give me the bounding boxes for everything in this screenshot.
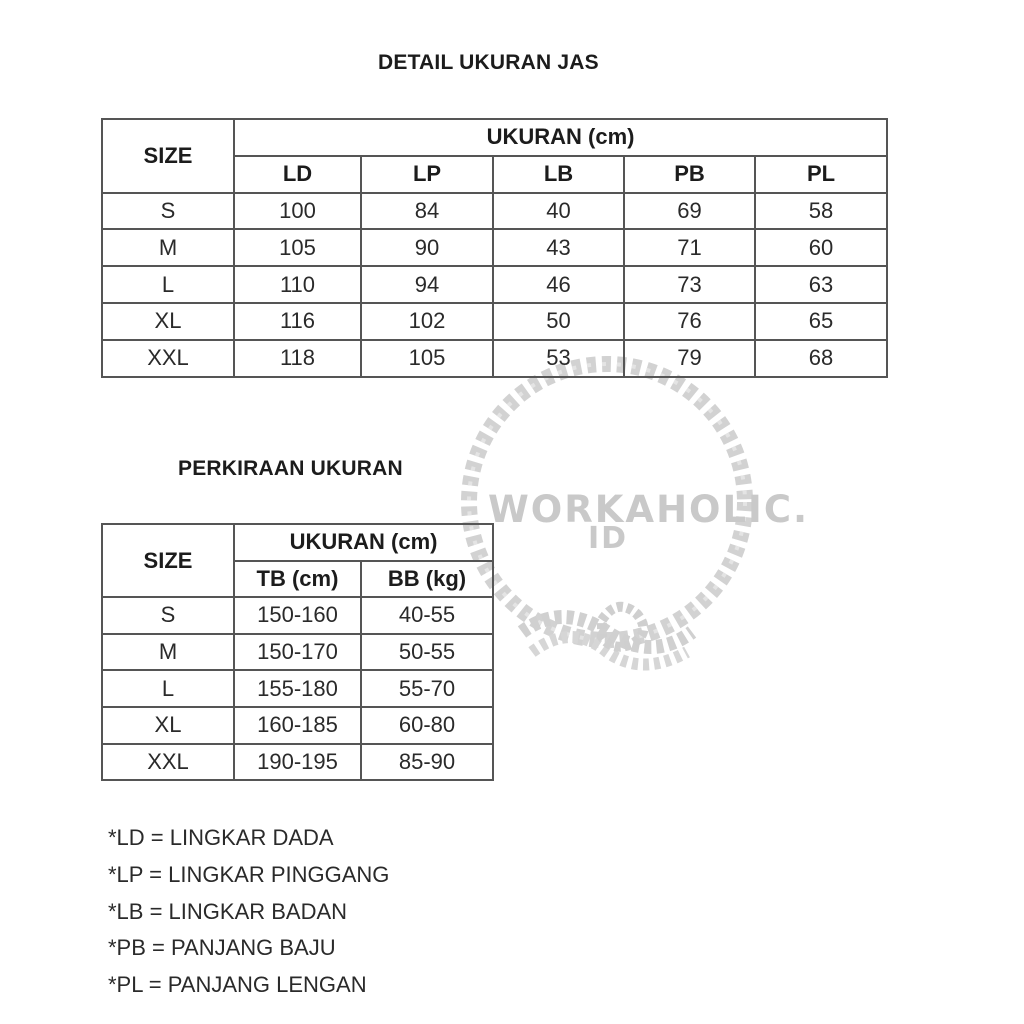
value-cell: 68 — [755, 340, 887, 377]
size-estimate-title: PERKIRAAN UKURAN — [178, 457, 403, 480]
value-cell: 79 — [624, 340, 755, 377]
value-cell: 84 — [361, 193, 493, 230]
value-cell: 90 — [361, 229, 493, 266]
table-row — [102, 340, 887, 377]
size-detail-table — [101, 118, 888, 378]
value-cell: 105 — [234, 229, 361, 266]
measurement-group-header: UKURAN (cm) — [234, 524, 493, 561]
measurement-group-header: UKURAN (cm) — [234, 119, 887, 156]
legend-item: *LB = LINGKAR BADAN — [108, 898, 348, 924]
value-cell: 150-160 — [234, 597, 361, 634]
legend-item: *LP = LINGKAR PINGGANG — [108, 861, 390, 887]
size-cell: XXL — [102, 340, 234, 377]
value-cell: 53 — [493, 340, 624, 377]
value-cell: 150-170 — [234, 634, 361, 671]
header-row — [102, 119, 887, 156]
value-cell: 76 — [624, 303, 755, 340]
size-cell: M — [102, 229, 234, 266]
value-cell: 60-80 — [361, 707, 493, 744]
value-cell: 102 — [361, 303, 493, 340]
value-cell: 110 — [234, 266, 361, 303]
value-cell: 50 — [493, 303, 624, 340]
size-estimate-table — [101, 523, 494, 781]
table-row — [102, 193, 887, 230]
size-cell: L — [102, 266, 234, 303]
value-cell: 85-90 — [361, 744, 493, 781]
legend-item: *PB = PANJANG BAJU — [108, 935, 336, 961]
value-cell: 160-185 — [234, 707, 361, 744]
value-cell: 105 — [361, 340, 493, 377]
size-cell: XXL — [102, 744, 234, 781]
value-cell: 60 — [755, 229, 887, 266]
value-cell: 190-195 — [234, 744, 361, 781]
value-cell: 65 — [755, 303, 887, 340]
column-header-pl: PL — [755, 156, 887, 193]
size-cell: S — [102, 597, 234, 634]
value-cell: 155-180 — [234, 670, 361, 707]
watermark-brand-text: WORKAHOLIC. — [488, 488, 810, 531]
table-row — [102, 744, 493, 781]
size-column-header: SIZE — [102, 524, 234, 597]
size-cell: S — [102, 193, 234, 230]
column-header-lb: LB — [493, 156, 624, 193]
abbreviation-legend — [108, 820, 389, 1004]
size-cell: L — [102, 670, 234, 707]
value-cell: 40-55 — [361, 597, 493, 634]
header-row — [102, 524, 493, 561]
size-cell: XL — [102, 707, 234, 744]
value-cell: 46 — [493, 266, 624, 303]
value-cell: 43 — [493, 229, 624, 266]
table-row — [102, 597, 493, 634]
column-header-tb: TB (cm) — [234, 561, 361, 598]
table-row — [102, 266, 887, 303]
table-row — [102, 707, 493, 744]
column-header-pb: PB — [624, 156, 755, 193]
size-cell: XL — [102, 303, 234, 340]
table-row — [102, 303, 887, 340]
column-header-lp: LP — [361, 156, 493, 193]
table-row — [102, 670, 493, 707]
value-cell: 118 — [234, 340, 361, 377]
value-cell: 40 — [493, 193, 624, 230]
value-cell: 50-55 — [361, 634, 493, 671]
column-header-bb: BB (kg) — [361, 561, 493, 598]
value-cell: 116 — [234, 303, 361, 340]
value-cell: 55-70 — [361, 670, 493, 707]
watermark-brand-suffix: ID — [588, 521, 629, 556]
legend-item: *PL = PANJANG LENGAN — [108, 972, 367, 998]
value-cell: 69 — [624, 193, 755, 230]
column-header-ld: LD — [234, 156, 361, 193]
size-column-header: SIZE — [102, 119, 234, 193]
value-cell: 73 — [624, 266, 755, 303]
value-cell: 63 — [755, 266, 887, 303]
value-cell: 58 — [755, 193, 887, 230]
table-row — [102, 634, 493, 671]
value-cell: 71 — [624, 229, 755, 266]
value-cell: 94 — [361, 266, 493, 303]
legend-item: *LD = LINGKAR DADA — [108, 825, 334, 850]
size-detail-title: DETAIL UKURAN JAS — [378, 51, 599, 74]
size-cell: M — [102, 634, 234, 671]
table-row — [102, 229, 887, 266]
value-cell: 100 — [234, 193, 361, 230]
